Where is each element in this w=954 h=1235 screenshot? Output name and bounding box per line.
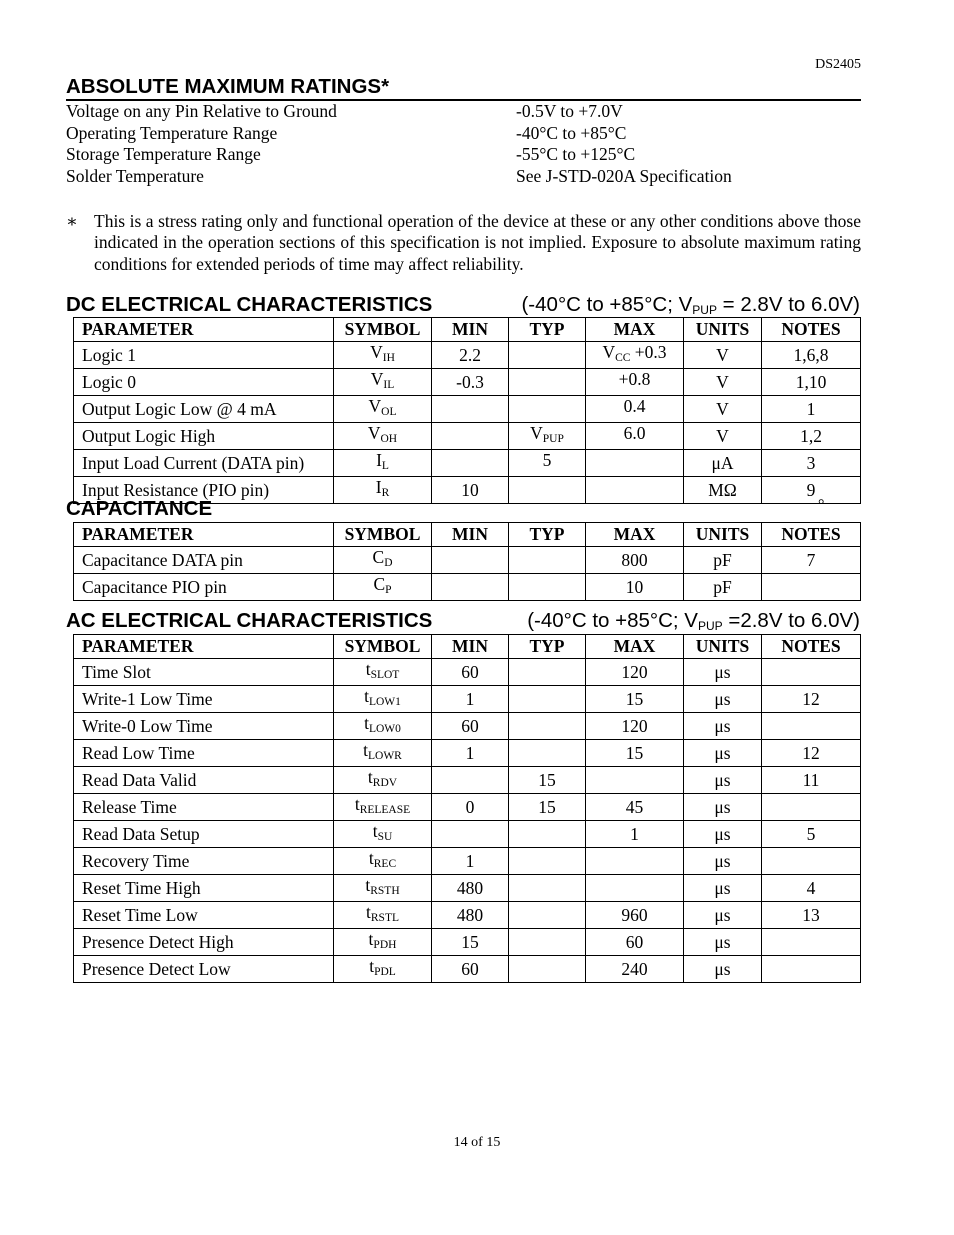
notes-cell — [762, 573, 861, 600]
dc-cond-post: = 2.8V to 6.0V) — [716, 293, 860, 316]
typ-cell — [509, 395, 586, 422]
col-header-symbol: SYMBOL — [334, 523, 432, 547]
min-cell — [432, 449, 509, 476]
ac-cond-sub: PUP — [697, 619, 723, 633]
col-header-parameter: PARAMETER — [74, 318, 334, 342]
units-cell: pF — [684, 546, 762, 573]
min-cell — [432, 820, 509, 847]
amr-value: -40°C to +85°C — [516, 122, 627, 143]
notes-cell — [762, 928, 861, 955]
param-cell: Capacitance PIO pin — [74, 573, 334, 600]
typ-cell — [509, 712, 586, 739]
typ-cell — [509, 901, 586, 928]
symbol-cell: $V_{OL}$ — [334, 395, 432, 422]
notes-cell: 3 — [762, 449, 861, 476]
col-header-typ: TYP — [509, 318, 586, 342]
typ-cell — [509, 847, 586, 874]
param-cell: Reset Time Low — [74, 901, 334, 928]
min-cell: 60 — [432, 658, 509, 685]
notes-cell: 7 — [762, 546, 861, 573]
units-cell: V — [684, 368, 762, 395]
notes-cell — [762, 793, 861, 820]
typ-cell: 5 — [509, 449, 586, 476]
col-header-max: MAX — [586, 318, 684, 342]
col-header-symbol: SYMBOL — [334, 635, 432, 659]
symbol-cell: $t_{RSTH}$ — [334, 874, 432, 901]
symbol-cell: $t_{PDH}$ — [334, 928, 432, 955]
min-cell — [432, 422, 509, 449]
amr-param: Storage Temperature Range — [66, 144, 261, 164]
notes-cell: 5 — [762, 820, 861, 847]
amr-param: Voltage on any Pin Relative to Ground — [66, 101, 337, 121]
max-cell: 60 — [586, 928, 684, 955]
ac-cond-post: =2.8V to 6.0V) — [722, 609, 860, 632]
units-cell: MΩ — [684, 476, 762, 503]
table-header-row — [74, 318, 861, 342]
amr-param: Solder Temperature — [66, 165, 204, 186]
notes-cell: 1,10 — [762, 368, 861, 395]
max-cell: +0.8 — [586, 368, 684, 395]
col-header-min: MIN — [432, 635, 509, 659]
notes-cell: 4 — [762, 874, 861, 901]
param-cell: Time Slot — [74, 658, 334, 685]
table-row — [74, 847, 861, 874]
max-cell: 6.0 — [586, 422, 684, 449]
min-cell: 1 — [432, 847, 509, 874]
max-cell: 240 — [586, 955, 684, 982]
units-cell: V — [684, 395, 762, 422]
min-cell: 1 — [432, 739, 509, 766]
units-cell: μs — [684, 793, 762, 820]
param-cell: Input Resistance (PIO pin) — [74, 476, 334, 503]
typ-cell: 15 — [509, 793, 586, 820]
min-cell: 10 — [432, 476, 509, 503]
typ-cell — [509, 476, 586, 503]
min-cell: 480 — [432, 901, 509, 928]
symbol-cell: $t_{RDV}$ — [334, 766, 432, 793]
symbol-cell: $t_{LOW1}$ — [334, 685, 432, 712]
symbol-cell: $I_L$ — [334, 449, 432, 476]
document-id: DS2405 — [815, 57, 861, 72]
min-cell — [432, 573, 509, 600]
param-cell: Release Time — [74, 793, 334, 820]
symbol-cell: $V_{IL}$ — [334, 368, 432, 395]
param-cell: Recovery Time — [74, 847, 334, 874]
typ-cell: $V_{PUP}$ — [509, 422, 586, 449]
units-cell: μs — [684, 820, 762, 847]
min-cell — [432, 766, 509, 793]
param-cell: Output Logic Low @ 4 mA — [74, 395, 334, 422]
max-cell: 0.4 — [586, 395, 684, 422]
notes-cell — [762, 658, 861, 685]
dc-cond-pre: (-40°C to +85°C; V — [521, 293, 693, 316]
max-cell: 45 — [586, 793, 684, 820]
typ-cell — [509, 928, 586, 955]
max-cell — [586, 449, 684, 476]
col-header-units: UNITS — [684, 318, 762, 342]
table-row — [74, 368, 861, 395]
table-row — [74, 685, 861, 712]
min-cell — [432, 395, 509, 422]
amr-row — [66, 166, 766, 187]
amr-value: -0.5V to +7.0V — [516, 101, 623, 121]
table-header-row — [74, 635, 861, 659]
table-row — [74, 766, 861, 793]
symbol-cell: $t_{RSTL}$ — [334, 901, 432, 928]
max-cell: 960 — [586, 901, 684, 928]
table-row — [74, 546, 861, 573]
notes-cell: 12 — [762, 685, 861, 712]
amr-value: -55°C to +125°C — [516, 144, 636, 164]
notes-cell — [762, 955, 861, 982]
units-cell: μs — [684, 685, 762, 712]
amr-row — [66, 123, 766, 144]
table-row — [74, 820, 861, 847]
symbol-cell: $C_D$ — [334, 546, 432, 573]
symbol-cell: $C_P$ — [334, 573, 432, 600]
capacitance-table — [73, 522, 861, 601]
col-header-typ: TYP — [509, 635, 586, 659]
max-cell: $V_{CC} +0.3$ — [586, 341, 684, 368]
amr-value: See J-STD-020A Specification — [516, 165, 732, 186]
typ-cell — [509, 658, 586, 685]
table-row — [74, 928, 861, 955]
col-header-notes: NOTES — [762, 635, 861, 659]
col-header-max: MAX — [586, 635, 684, 659]
param-cell: Read Low Time — [74, 739, 334, 766]
max-cell: 800 — [586, 546, 684, 573]
symbol-cell: $t_{SLOT}$ — [334, 658, 432, 685]
units-cell: pF — [684, 573, 762, 600]
page-number: 14 of 15 — [453, 1135, 501, 1150]
dc-cond-sub: PUP — [692, 303, 717, 317]
units-cell: μs — [684, 928, 762, 955]
table-row — [74, 449, 861, 476]
symbol-cell: $t_{RELEASE}$ — [334, 793, 432, 820]
typ-cell — [509, 820, 586, 847]
min-cell: 1 — [432, 685, 509, 712]
dc-title: DC ELECTRICAL CHARACTERISTICS — [66, 293, 433, 316]
notes-cell: 9 — [762, 476, 861, 503]
capacitance-title: CAPACITANCE — [66, 497, 213, 520]
table-row — [74, 422, 861, 449]
symbol-cell: $V_{OH}$ — [334, 422, 432, 449]
col-header-typ: TYP — [509, 523, 586, 547]
typ-cell — [509, 874, 586, 901]
min-cell — [432, 546, 509, 573]
typ-cell — [509, 955, 586, 982]
notes-cell — [762, 847, 861, 874]
col-header-min: MIN — [432, 318, 509, 342]
param-cell: Logic 1 — [74, 341, 334, 368]
col-header-notes: NOTES — [762, 523, 861, 547]
table-row — [74, 658, 861, 685]
max-cell: 10 — [586, 573, 684, 600]
table-row — [74, 874, 861, 901]
max-cell: 15 — [586, 739, 684, 766]
units-cell: μs — [684, 739, 762, 766]
max-cell — [586, 847, 684, 874]
table-row — [74, 901, 861, 928]
note-text: This is a stress rating only and functional operation of the device at these or any other conditions above those indicated in the operation sections of this specification is not implied. Exposure to absolute maximum rating conditions for extended periods of time may affect reliability. — [94, 211, 861, 274]
table-row — [74, 341, 861, 368]
param-cell: Presence Detect Low — [74, 955, 334, 982]
notes-cell — [762, 712, 861, 739]
units-cell: μs — [684, 874, 762, 901]
symbol-cell: $I_R$ — [334, 476, 432, 503]
param-cell: Capacitance DATA pin — [74, 546, 334, 573]
table-row — [74, 739, 861, 766]
min-cell: 480 — [432, 874, 509, 901]
typ-cell — [509, 341, 586, 368]
table-row — [74, 573, 861, 600]
units-cell: V — [684, 422, 762, 449]
table-row — [74, 712, 861, 739]
notes-cell: 1 — [762, 395, 861, 422]
notes-cell: 12 — [762, 739, 861, 766]
units-cell: μs — [684, 955, 762, 982]
typ-cell — [509, 573, 586, 600]
typ-cell — [509, 685, 586, 712]
table-row — [74, 793, 861, 820]
min-cell: -0.3 — [432, 368, 509, 395]
min-cell: 60 — [432, 955, 509, 982]
max-cell: 1 — [586, 820, 684, 847]
table-row — [74, 955, 861, 982]
param-cell: Write-1 Low Time — [74, 685, 334, 712]
units-cell: μs — [684, 847, 762, 874]
table-header-row — [74, 523, 861, 547]
amr-row — [66, 101, 766, 122]
param-cell: Read Data Setup — [74, 820, 334, 847]
symbol-cell: $t_{LOWR}$ — [334, 739, 432, 766]
col-header-symbol: SYMBOL — [334, 318, 432, 342]
param-cell: Read Data Valid — [74, 766, 334, 793]
notes-cell: 1,6,8 — [762, 341, 861, 368]
min-cell: 15 — [432, 928, 509, 955]
units-cell: V — [684, 341, 762, 368]
symbol-cell: $V_{IH}$ — [334, 341, 432, 368]
param-cell: Logic 0 — [74, 368, 334, 395]
typ-cell — [509, 739, 586, 766]
notes-cell: 1,2 — [762, 422, 861, 449]
typ-cell — [509, 368, 586, 395]
param-cell: Reset Time High — [74, 874, 334, 901]
min-cell: 2.2 — [432, 341, 509, 368]
ac-table — [73, 634, 861, 983]
asterisk-symbol: ∗ — [66, 211, 78, 231]
col-header-units: UNITS — [684, 635, 762, 659]
col-header-parameter: PARAMETER — [74, 523, 334, 547]
col-header-units: UNITS — [684, 523, 762, 547]
param-cell: Input Load Current (DATA pin) — [74, 449, 334, 476]
symbol-cell: $t_{PDL}$ — [334, 955, 432, 982]
col-header-notes: NOTES — [762, 318, 861, 342]
typ-cell — [509, 546, 586, 573]
symbol-cell: $t_{LOW0}$ — [334, 712, 432, 739]
amr-title: ABSOLUTE MAXIMUM RATINGS* — [66, 75, 390, 98]
max-cell: 15 — [586, 685, 684, 712]
symbol-cell: $t_{SU}$ — [334, 820, 432, 847]
max-cell — [586, 476, 684, 503]
max-cell — [586, 766, 684, 793]
max-cell: 120 — [586, 658, 684, 685]
dc-table — [73, 317, 861, 504]
max-cell: 120 — [586, 712, 684, 739]
param-cell: Presence Detect High — [74, 928, 334, 955]
stress-rating-note — [66, 211, 861, 277]
col-header-min: MIN — [432, 523, 509, 547]
min-cell: 60 — [432, 712, 509, 739]
notes-cell: 11 — [762, 766, 861, 793]
amr-param: Operating Temperature Range — [66, 122, 278, 143]
symbol-cell: $t_{REC}$ — [334, 847, 432, 874]
units-cell: μs — [684, 901, 762, 928]
min-cell: 0 — [432, 793, 509, 820]
units-cell: μs — [684, 658, 762, 685]
ac-title: AC ELECTRICAL CHARACTERISTICS — [66, 609, 433, 632]
col-header-parameter: PARAMETER — [74, 635, 334, 659]
degree-symbol: ° — [818, 497, 825, 514]
amr-row — [66, 144, 766, 165]
param-cell: Output Logic High — [74, 422, 334, 449]
units-cell: μs — [684, 766, 762, 793]
table-row — [74, 395, 861, 422]
units-cell: μs — [684, 712, 762, 739]
notes-cell: 13 — [762, 901, 861, 928]
col-header-max: MAX — [586, 523, 684, 547]
typ-cell: 15 — [509, 766, 586, 793]
max-cell — [586, 874, 684, 901]
ac-cond-pre: (-40°C to +85°C; V — [527, 609, 698, 632]
units-cell: μA — [684, 449, 762, 476]
param-cell: Write-0 Low Time — [74, 712, 334, 739]
